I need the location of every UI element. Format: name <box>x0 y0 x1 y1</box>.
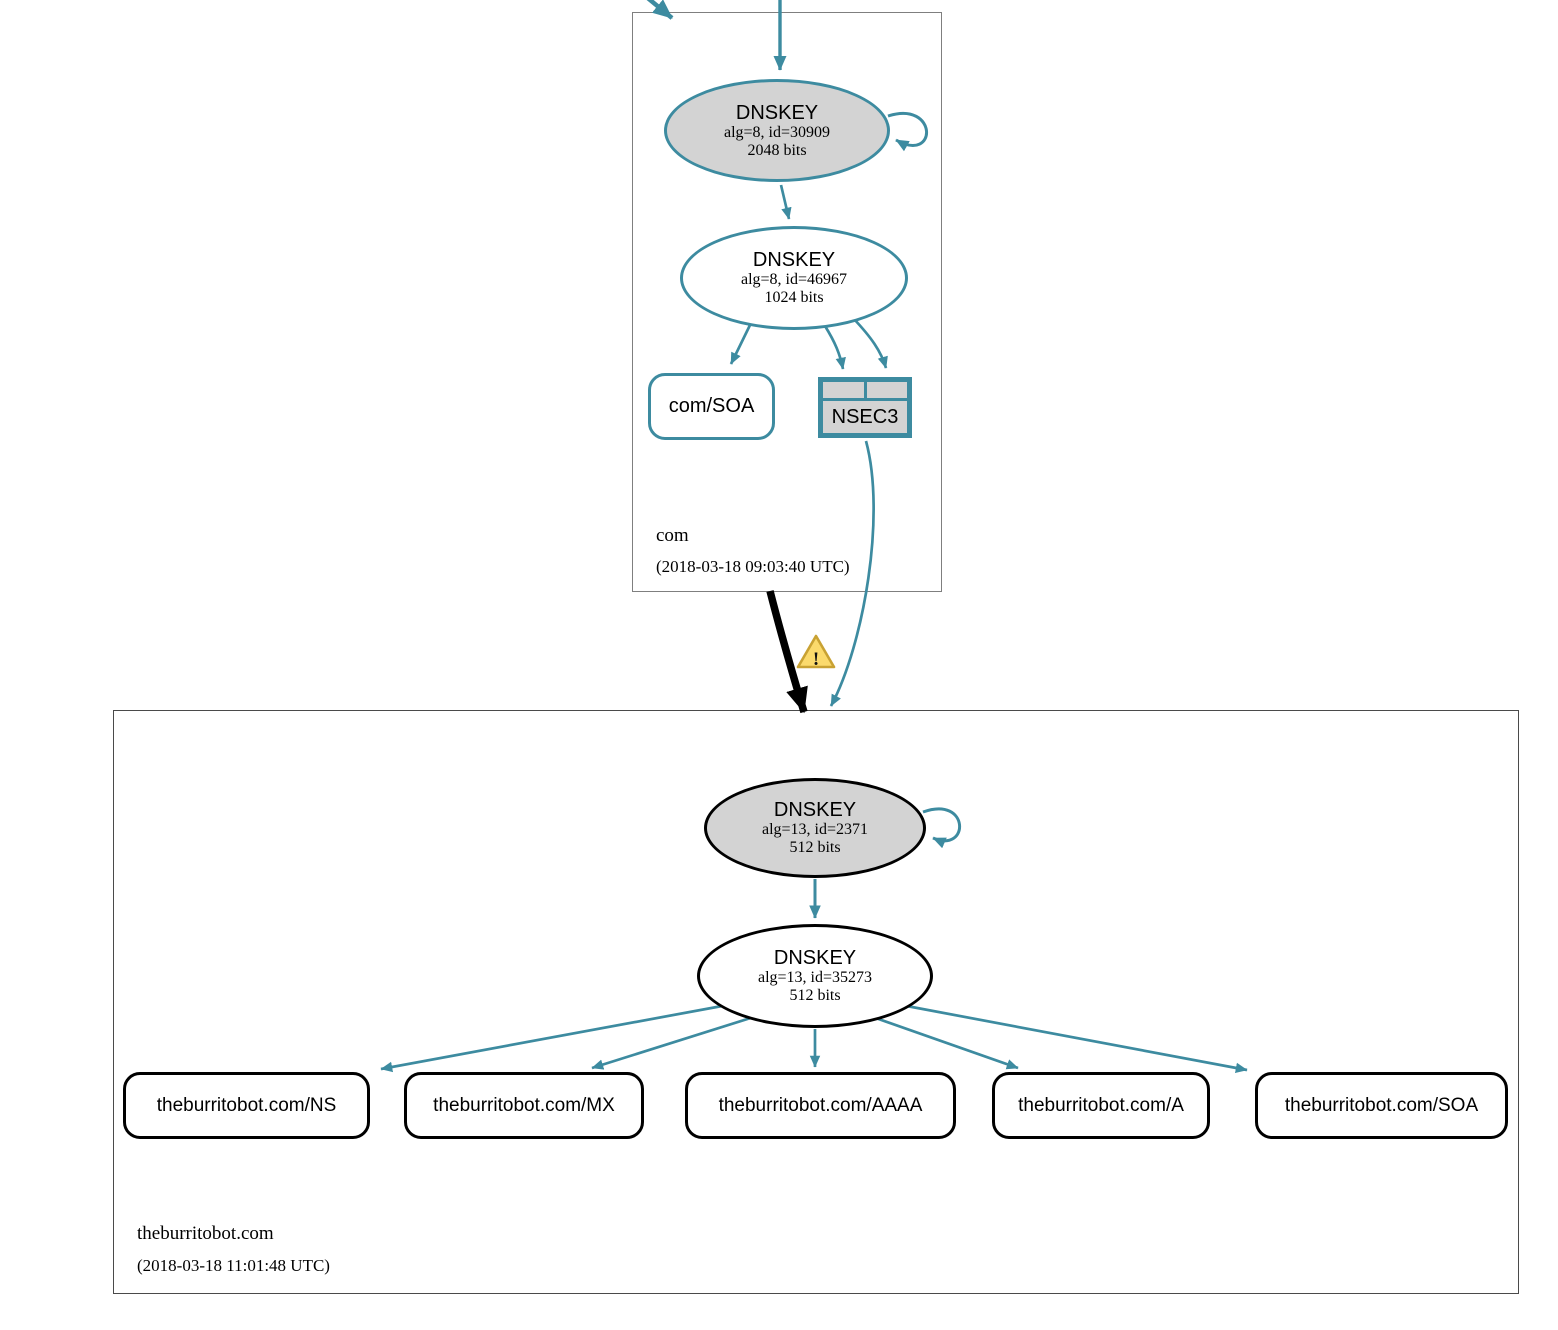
edge-com-zsk-to-soa <box>731 323 751 364</box>
burrito-zsk-dnskey-node <box>697 924 933 1028</box>
edge-com-ksk-to-zsk <box>781 185 789 219</box>
zone-name-theburritobot: theburritobot.com <box>137 1223 274 1244</box>
dnskey-title: DNSKEY <box>752 249 836 271</box>
dnskey-detail: alg=13, id=35273 <box>757 969 873 986</box>
edge-ds-delegation-bold <box>770 591 804 712</box>
record-node-a: theburritobot.com/A <box>992 1072 1210 1139</box>
zone-timestamp-theburritobot: (2018-03-18 11:01:48 UTC) <box>137 1256 330 1275</box>
dnskey-title: DNSKEY <box>773 799 857 821</box>
dnskey-title: DNSKEY <box>735 101 819 124</box>
edge-burrito-zsk-to-ns <box>381 1004 733 1069</box>
nsec3-label: NSEC3 <box>823 401 907 433</box>
warning-exclamation: ! <box>812 649 820 670</box>
record-node-soa: theburritobot.com/SOA <box>1255 1072 1508 1139</box>
record-node-aaaa: theburritobot.com/AAAA <box>685 1072 956 1139</box>
nsec3-node <box>818 377 912 438</box>
edge-burrito-zsk-to-mx <box>592 1016 757 1068</box>
record-node-mx: theburritobot.com/MX <box>404 1072 644 1139</box>
zone-name-com: com <box>656 525 689 546</box>
zone-timestamp-com: (2018-03-18 09:03:40 UTC) <box>656 557 850 576</box>
dnskey-bits: 2048 bits <box>747 141 807 159</box>
dnskey-detail: alg=13, id=2371 <box>761 821 869 838</box>
edge-burrito-ksk-self-loop <box>923 809 960 841</box>
com-soa-node: com/SOA <box>648 373 775 440</box>
record-node-ns: theburritobot.com/NS <box>123 1072 370 1139</box>
burrito-ksk-dnskey-node <box>704 778 926 878</box>
nsec3-cell-right <box>867 382 908 398</box>
edge-com-zsk-to-nsec3-1 <box>825 326 843 369</box>
dnskey-bits: 512 bits <box>789 987 841 1004</box>
dnskey-detail: alg=8, id=46967 <box>740 271 848 288</box>
edge-com-zsk-to-nsec3-2 <box>853 318 886 368</box>
dnskey-title: DNSKEY <box>773 947 857 969</box>
edge-burrito-zsk-to-soa <box>896 1004 1247 1070</box>
nsec3-cell-left <box>823 382 864 398</box>
dnskey-detail: alg=8, id=30909 <box>723 123 831 141</box>
com-zsk-dnskey-node <box>680 226 908 330</box>
dnskey-bits: 512 bits <box>789 839 841 856</box>
com-ksk-dnskey-node <box>664 79 890 182</box>
dnskey-bits: 1024 bits <box>764 289 824 306</box>
edge-com-ksk-self-loop <box>888 113 927 145</box>
warning-icon <box>798 636 834 670</box>
edge-parent-to-com-zone <box>638 0 672 18</box>
nsec3-header-cells <box>823 382 907 398</box>
